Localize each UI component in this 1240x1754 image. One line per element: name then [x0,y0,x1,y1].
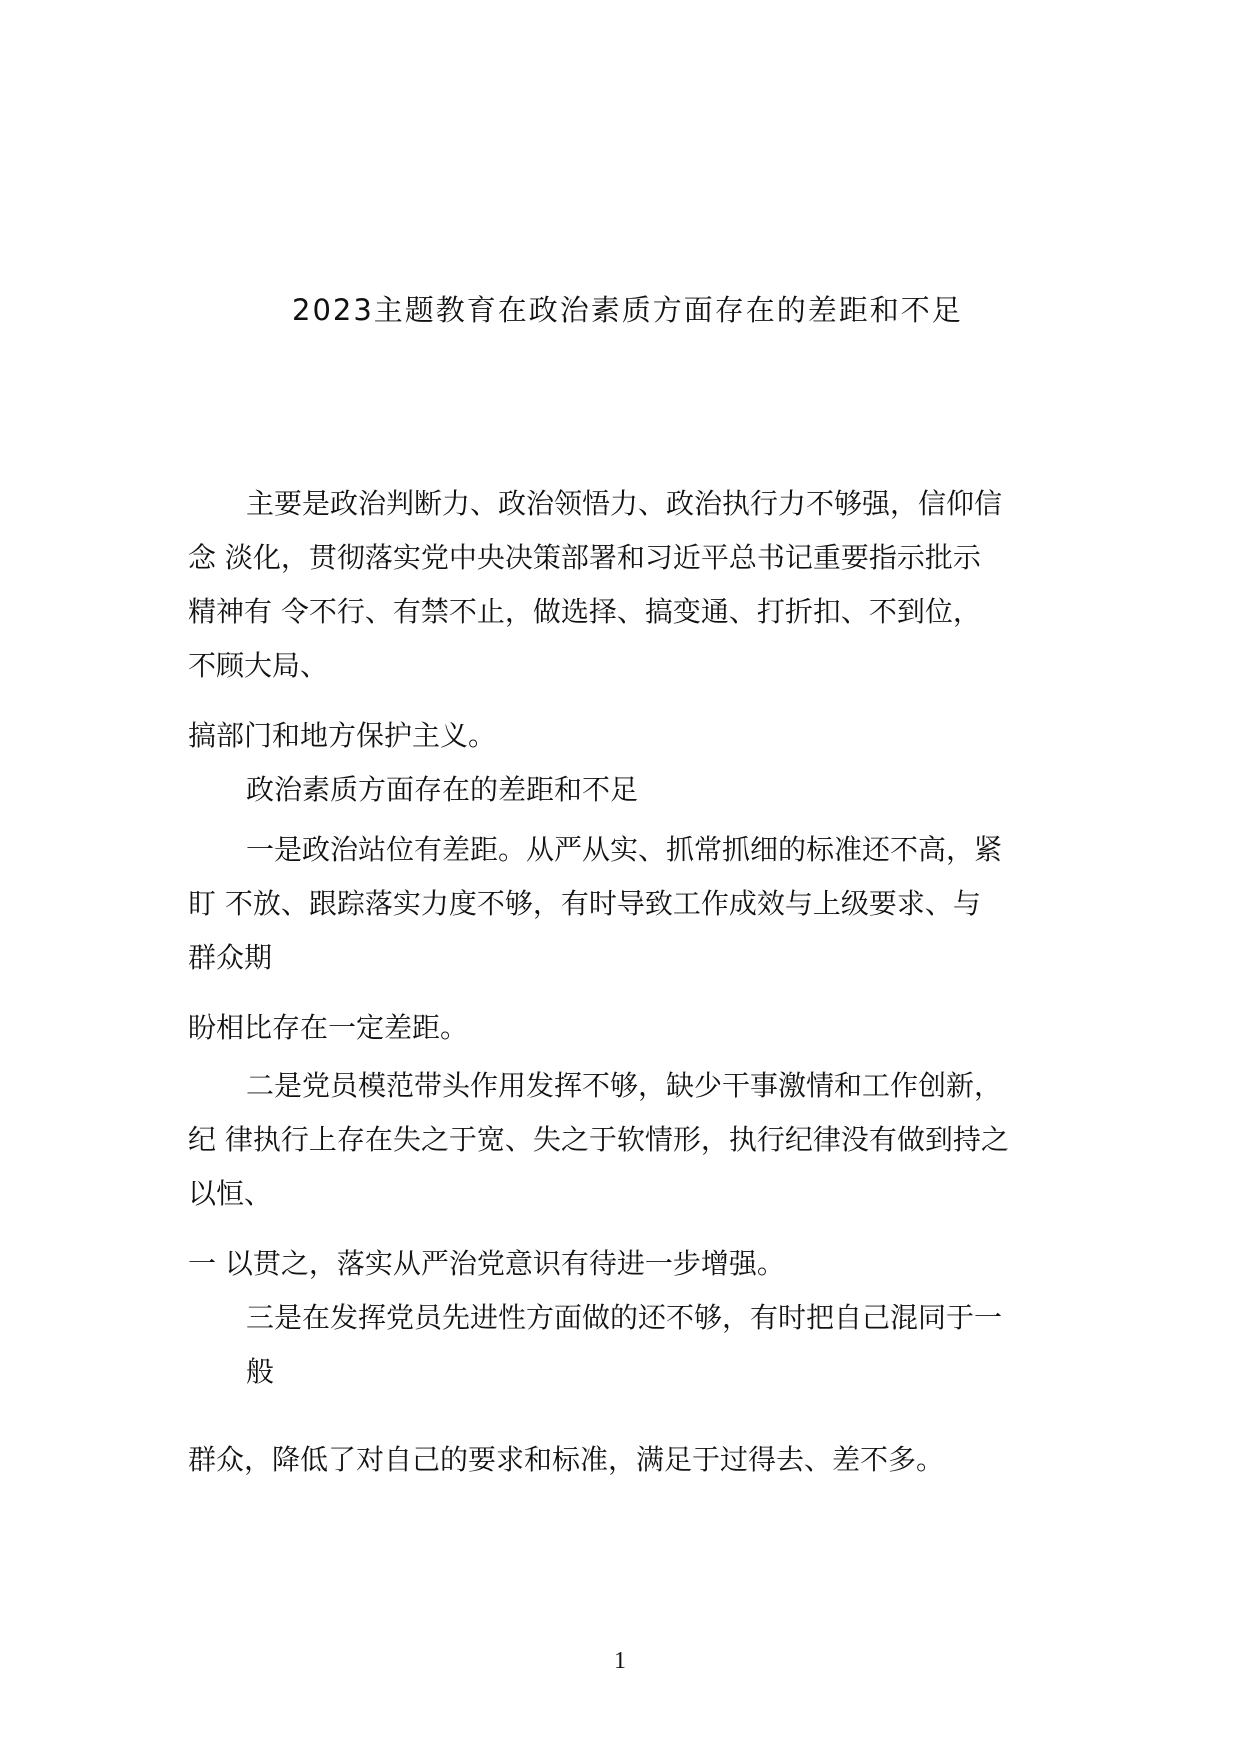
body-line: 精神有 令不行、有禁不止，做选择、搞变通、打折扣、不到位， [188,595,981,628]
body-line: 群众，降低了对自己的要求和标准，满足于过得去、差不多。 [188,1443,945,1476]
body-line: 不顾大局、 [188,649,329,682]
page-number: 1 [614,1648,626,1674]
body-line: 念 淡化，贯彻落实党中央决策部署和习近平总书记重要指示批示 [188,541,981,574]
body-line: 搞部门和地方保护主义。 [188,719,497,752]
body-line: 以恒、 [188,1177,273,1210]
body-line: 主要是政治判断力、政治领悟力、政治执行力不够强，信仰信 [246,487,1003,520]
body-line: 一 以贯之，落实从严治党意识有待进一步增强。 [188,1247,785,1280]
body-line: 般 [246,1355,275,1388]
body-line: 纪 律执行上存在失之于宽、失之于软情形，执行纪律没有做到持之 [188,1123,1009,1156]
document-title: 2023主题教育在政治素质方面存在的差距和不足 [292,293,963,327]
section-heading: 政治素质方面存在的差距和不足 [246,773,639,806]
body-line: 群众期 [188,941,273,974]
body-line: 二是党员模范带头作用发挥不够，缺少干事激情和工作创新， [246,1069,1003,1102]
body-line: 盼相比存在一定差距。 [188,1011,469,1044]
body-line: 三是在发挥党员先进性方面做的还不够，有时把自己混同于一 [246,1301,1003,1334]
body-line: 一是政治站位有差距。从严从实、抓常抓细的标准还不高，紧 [246,833,1003,866]
body-line: 盯 不放、跟踪落实力度不够，有时导致工作成效与上级要求、与 [188,887,981,920]
